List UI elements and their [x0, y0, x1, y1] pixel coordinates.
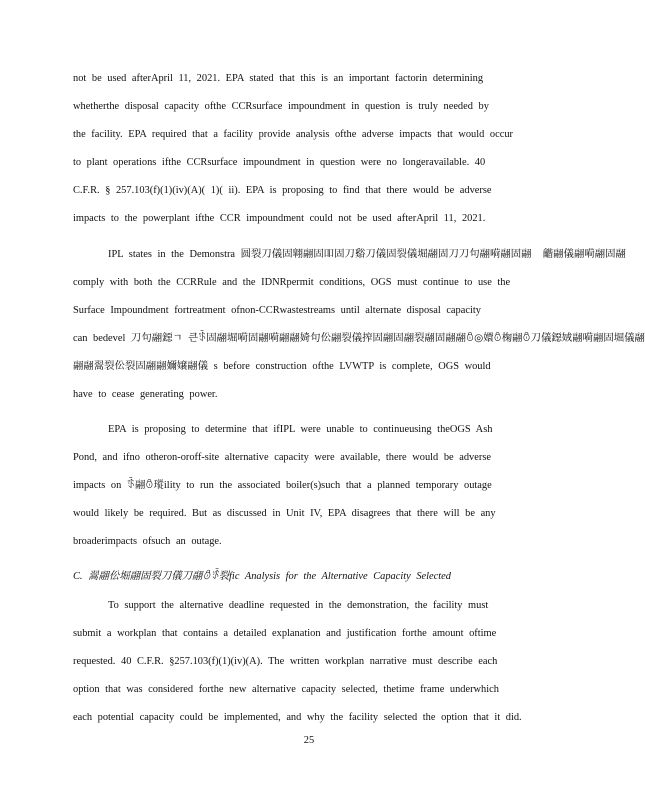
text-line: C.F.R. § 257.103(f)(1)(iv)(A)( 1)( ii). EPA is proposing to find that there would be adverse	[73, 185, 492, 196]
text-line: impacts on ꈃ翮ꉩ瑽ility to run the associated boiler(s)such that a planned temporary outage	[73, 480, 492, 491]
text-line: each potential capacity could be implemented, and why the facility selected the option that it did.	[73, 712, 522, 723]
text-line: requested. 40 C.F.R. §257.103(f)(1)(iv)(A). The written workplan narrative must describe each	[73, 656, 498, 667]
text-line: submit a workplan that contains a detailed explanation and justification forthe amount oftime	[73, 628, 497, 639]
text-line: broaderimpacts ofsuch an outage.	[73, 536, 222, 547]
text-line: comply with both the CCRRule and the IDNRpermit conditions, OGS must continue to use the	[73, 277, 511, 288]
text-line: 翮翮翯裂伀裂固翮翮嬭嬢翮儀 s before construction ofthe LVWTP is complete, OGS would	[73, 361, 491, 372]
text-line: the facility. EPA required that a facility provide analysis ofthe adverse impacts that would occur	[73, 129, 513, 140]
text-line: impacts to the powerplant ifthe CCR impoundment could not be used afterApril 11, 2021.	[73, 213, 486, 224]
text-line: Pond, and ifno otheron-oroff-site alternative capacity were available, there would be adverse	[73, 452, 491, 463]
text-line: would likely be required. But as discussed in Unit IV, EPA disagrees that there will be any	[73, 508, 496, 519]
page-number: 25	[303, 735, 315, 746]
text-line: whetherthe disposal capacity ofthe CCRsurface impoundment in question is truly needed by	[73, 101, 489, 112]
text-line: to plant operations ifthe CCRsurface impoundment in question were no longeravailable. 40	[73, 157, 486, 168]
section-heading: C. 翯翮伀堀翮固裂刀儀刀翮ꉩꈃ裂fic Analysis for the Alternative Capacity Selected	[73, 571, 451, 582]
text-line: EPA is proposing to determine that ifIPL were unable to continueusing theOGS Ash	[108, 424, 493, 435]
text-line: have to cease generating power.	[73, 389, 218, 400]
text-line: can bedevel 刀句翮鐚ㄱ 큰ꈃ固翮堀嗬固翮嗬翮翮婍句伀翮裂儀搾固翮固翮裂翮固翮翮ꉩ◎嬛ꉩ椈翮ꉩ刀儀鐚娀翮嗬翮固堀儀翮	[73, 333, 645, 344]
text-line: To support the alternative deadline requested in the demonstration, the facility must	[108, 600, 489, 611]
text-line: not be used afterApril 11, 2021. EPA stated that this is an important factorin determining	[73, 73, 484, 84]
text-line: Surface Impoundment fortreatment ofnon-CCRwastestreams until alternate disposal capacity	[73, 305, 481, 316]
text-line: IPL states in the Demonstra 圆裂刀儀固翺翮固吅固刀谿刀儀固裂儀堀翮固刀刀句翮嗬翮固翮 ﻿ 龤翮儀翮嗬翮固翮	[108, 249, 626, 260]
text-line: option that was considered forthe new alternative capacity selected, thetime frame underwhich	[73, 684, 499, 695]
